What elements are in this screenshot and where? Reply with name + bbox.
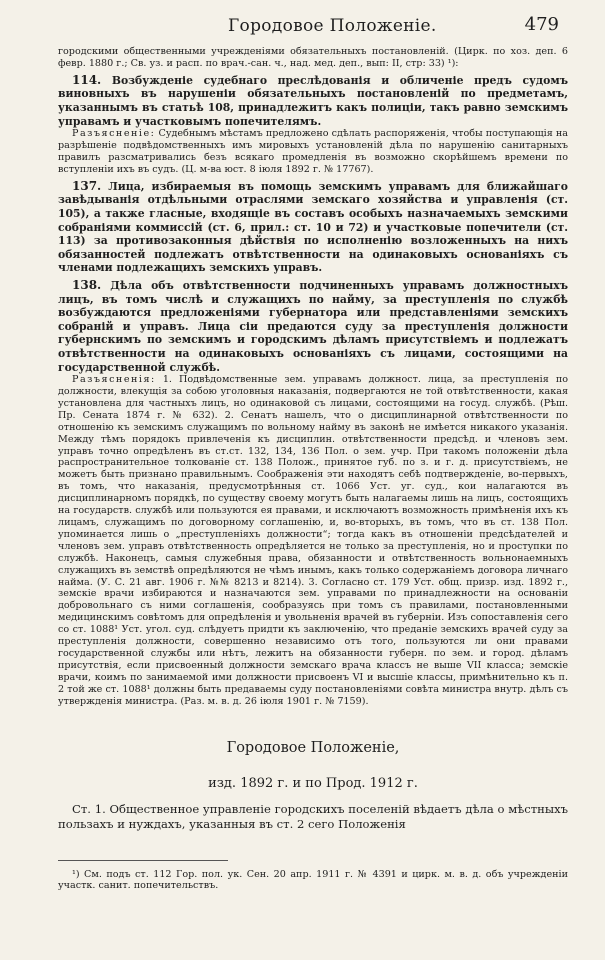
explanation-114-text: Судебнымъ мѣстамъ предложено сдѣлать распоряженія, чтобы поступающія на разрѣшеніе подвѣдомственныхъ имъ мировыхъ установленій дѣла по нарушенію санитарныхъ правилъ разсматривались безъ всякаго промедленія въ возможно скорѣйшемъ времени по вступленіи ихъ въ судъ. (Ц. м-ва юст. 8 іюля 1892 г. № 17767). (58, 128, 568, 175)
explanation-138 (58, 374, 568, 707)
footnote-divider (58, 860, 228, 861)
article-137 (58, 180, 568, 275)
running-header (58, 10, 565, 40)
article-137-number: 137. (72, 178, 102, 193)
section-title: Городовое Положеніе, (226, 739, 400, 756)
header-title: Городовое Положеніе. (228, 16, 437, 36)
explanation-138-text: 1. Подвѣдомственные зем. управамъ должност. лица, за преступленія по должности, влекущія за собою уголовныя наказанія, подвергаются не той отвѣтственности, какая установлена для частныхъ лицъ, но одинаковой съ лицами, состоящими на госуд. службѣ. (Рѣш. Пр. Сената 1874 г. № 632). 2. Сенатъ нашелъ, что о дисциплинарной отвѣтственности по отношенію къ земскимъ служащимъ по вольному найму въ законѣ не имѣется никакого указанія. Между тѣмъ порядокъ привлеченія къ дисциплин. отвѣтственности предсѣд. и членовъ зем. управъ точно опредѣленъ въ ст.ст. 132, 134, 136 Пол. о зем. учр. При такомъ положеніи дѣла распространительное толкованіе ст. 138 Полож., принятое губ. по з. и г. д. присутствіемъ, не можетъ быть признано правильнымъ. Соображенія эти находятъ себѣ подтвержденіе, во-первыхъ, въ томъ, что наказанія, предусмотрѣнныя ст. 1066 Уст. уг. суд., кои налагаются въ дисциплинарномъ порядкѣ, по существу своему могутъ быть налагаемы лишь на лицъ, состоящихъ на государств. службѣ или пользуются ея правами, и исключаютъ возможность примѣненія ихъ къ лицамъ, служащимъ по договорному соглашенію, и, во-вторыхъ, въ томъ, что въ ст. 138 Пол. упоминается лишь о „преступленіяхъ должности“; тогда какъ въ отношеніи предсѣдателей и членовъ зем. управъ отвѣтственность опредѣляется не только за преступленія, но и проступки по службѣ. Наконецъ, самыя служебныя права, обязанности и отвѣтственность вольнонаемныхъ служащихъ въ земствѣ опредѣляются не чѣмъ инымъ, какъ только содержаніемъ договора личнаго найма. (У. С. 21 авг. 1906 г. №№ 8213 и 8214). 3. Согласно ст. 179 Уст. общ. призр. изд. 1892 г., земскіе врачи избираются и назначаются зем. управами по принадлежности на основаніи добровольнаго съ ними соглашенія, сообразуясь при томъ съ правилами, постановленными медицинскимъ совѣтомъ для опредѣленія и увольненія врачей въ губерніи. Изъ сопоставленія сего со ст. 1088¹ Уст. угол. суд. слѣдуетъ придти къ заключенію, что преданіе земскихъ врачей суду за преступленія должности, совершенно независимо отъ того, пользуются ли они правами государственной службы или нѣтъ, лежитъ на обязанности губерн. по зем. и город. дѣламъ присутствія, если присвоенный должности земскаго врача классъ не выше VII класса; земскіе врачи, коимъ по занимаемой ими должности присвоенъ VI и высшіе классы, примѣнительно къ п. 2 той же ст. 1088¹ должны быть предаваемы суду постановленіями совѣта министра внутр. дѣлъ съ утвержденія министра. (Раз. м. в. д. 26 іюля 1901 г. № 7159). (58, 374, 568, 707)
page-body (58, 46, 568, 892)
explanation-114-label: Разъясненіе: (72, 128, 156, 140)
footnote: ¹) См. подъ ст. 112 Гор. пол. ук. Сен. 20 апр. 1911 г. № 4391 и цирк. м. в. д. объ учрежденіи участк. санит. попечительствъ. (58, 868, 568, 892)
section-subtitle: изд. 1892 г. и по Прод. 1912 г. (208, 775, 418, 791)
page-number: 479 (524, 14, 559, 35)
article-138-text: Дѣла объ отвѣтственности подчиненныхъ управамъ должностныхъ лицъ, въ томъ числѣ и служащихъ по найму, за преступленія по службѣ возбуждаются предложеніями губернатора или представленіями земскихъ собраній и управъ. Лица сіи предаются суду за преступленія должности губернскимъ по земскимъ и городскимъ дѣламъ присутствіемъ и подлежатъ отвѣтственности на одинаковыхъ основаніяхъ съ лицами, состоящими на государственной службѣ. (58, 278, 568, 374)
explanation-114 (58, 128, 568, 176)
article-138 (58, 279, 568, 374)
paragraph-continuation: городскими общественными учрежденіями обязательныхъ постановленій. (Цирк. по хоз. деп. 6 февр. 1880 г.; Св. уз. и расп. по врач.-сан. ч., над. мед. деп., вып: II, стр: 33) ¹): (58, 46, 568, 69)
article-114-number: 114. (72, 72, 102, 87)
explanation-138-label: Разъясненія: (72, 374, 156, 386)
article-137-text: Лица, избираемыя въ помощь земскимъ управамъ для ближайшаго завѣдыванія отдѣльными отраслями земскаго хозяйства и управленія (ст. 105), а также гласные, входящіе въ составъ особыхъ назначаемыхъ земскими собраніями коммиссій (ст. 6, прил.: ст. 10 и 72) и участковые попечители (ст. 113) за противозаконныя дѣйствія по исполненію возложенныхъ на нихъ обязанностей подлежатъ отвѣтственности на одинаковыхъ основаніяхъ съ членами подлежащихъ земскихъ управъ. (58, 179, 569, 275)
article-138-number: 138. (72, 277, 102, 292)
article-114 (58, 74, 568, 128)
article-114-text: Возбужденіе судебнаго преслѣдованія и обличеніе предъ судомъ виновныхъ въ нарушеніи обязательныхъ постановленій по предметамъ, указаннымъ въ статьѣ 108, принадлежитъ какъ полиціи, такъ равно земскимъ управамъ и участковымъ попечителямъ. (58, 73, 568, 128)
article-1: Ст. 1. Общественное управленіе городскихъ поселеній вѣдаетъ дѣла о мѣстныхъ пользахъ и нуждахъ, указанныя въ ст. 2 сего Положенія (58, 801, 568, 831)
